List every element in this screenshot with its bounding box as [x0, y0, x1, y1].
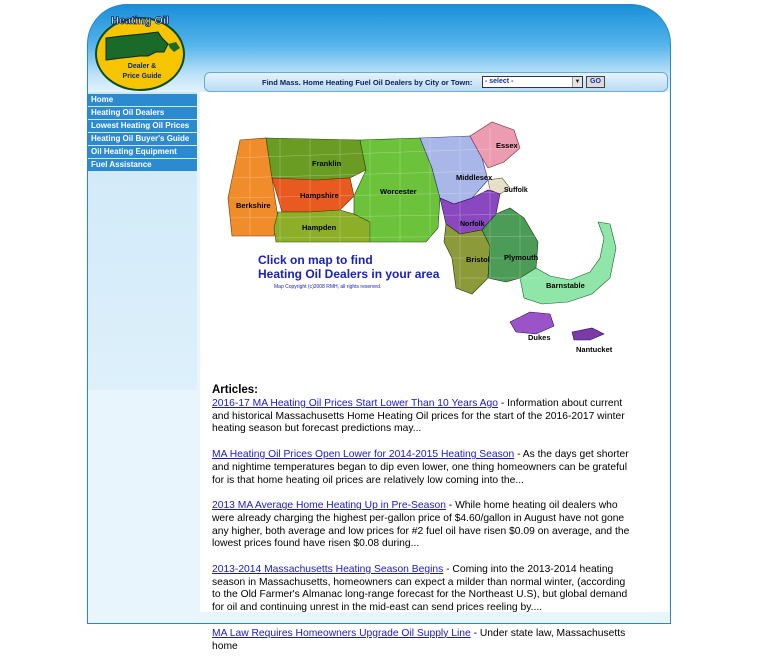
map-copyright: Map Copyright (c)2008 RMH, all rights reserved. — [274, 284, 382, 290]
sidebar-item-equipment[interactable]: Oil Heating Equipment — [88, 146, 197, 159]
svg-text:Price Guide: Price Guide — [122, 73, 162, 80]
label-bristol: Bristol — [466, 255, 490, 264]
sidebar-item-fuel-assistance[interactable]: Fuel Assistance — [88, 159, 197, 172]
go-button[interactable]: GO — [586, 76, 605, 88]
city-select-value: - select - — [485, 78, 514, 85]
label-plymouth: Plymouth — [504, 253, 539, 262]
svg-text:Dealer &: Dealer & — [127, 63, 157, 70]
sidebar-item-lowest-prices[interactable]: Lowest Heating Oil Prices — [88, 120, 197, 133]
label-hampden: Hampden — [302, 223, 337, 232]
map-cta-line1: Click on map to find — [258, 253, 373, 267]
label-middlesex: Middlesex — [456, 173, 493, 182]
sidebar-item-home[interactable]: Home — [88, 94, 197, 107]
massachusetts-county-map[interactable] — [220, 118, 640, 363]
article-link[interactable]: MA Heating Oil Prices Open Lower for 2014-2015 Heating Season — [212, 449, 515, 461]
map-cta-line2: Heating Oil Dealers in your area — [258, 267, 440, 281]
label-dukes: Dukes — [528, 333, 551, 342]
sidebar-item-heating-oil-dealers[interactable]: Heating Oil Dealers — [88, 107, 197, 120]
articles-section — [212, 384, 630, 666]
city-search-label: Find Mass. Home Heating Fuel Oil Dealers by City or Town: — [262, 78, 473, 87]
list-item — [212, 449, 630, 487]
list-item — [212, 500, 630, 551]
label-worcester: Worcester — [380, 187, 417, 196]
list-item — [212, 628, 630, 653]
article-summary: - As the days get shorter and nightime temperatures began to dip even lower, one thing homeowners can be grateful for is that home heating oil prices are relatively low coming into the... — [212, 449, 629, 486]
label-essex: Essex — [496, 141, 518, 150]
sidebar-item-buyers-guide[interactable]: Heating Oil Buyer's Guide — [88, 133, 197, 146]
list-item — [212, 564, 630, 615]
article-link[interactable]: 2013 MA Average Home Heating Up in Pre-Season — [212, 500, 446, 512]
chevron-down-icon: ▼ — [572, 77, 582, 87]
article-summary: - Coming into the 2013-2014 heating season in Massachusetts, homeowners can expect a milder than normal winter, (according to the Old Farmer's Almanac long-range forecast for the Northeast U.S), but global demand for oil and continuing unrest in the mid-east can send prices reeling by.... — [212, 564, 628, 614]
label-nantucket: Nantucket — [576, 345, 613, 354]
city-search-bar — [204, 72, 668, 92]
article-link[interactable]: MA Law Requires Homeowners Upgrade Oil Supply Line — [212, 627, 471, 639]
list-item — [212, 398, 630, 436]
label-suffolk: Suffolk — [504, 187, 528, 194]
article-link[interactable]: 2016-17 MA Heating Oil Prices Start Lower Than 10 Years Ago — [212, 398, 499, 409]
label-franklin: Franklin — [312, 159, 342, 168]
svg-text:Heating Oil: Heating Oil — [110, 15, 170, 27]
label-norfolk: Norfolk — [460, 221, 485, 228]
label-berkshire: Berkshire — [236, 201, 271, 210]
county-nantucket[interactable] — [572, 328, 604, 340]
article-summary: - While home heating oil dealers who were already charging the highest per-gallon price of $4.60/gallon in August have not gone any higher, both average and low prices for #2 fuel oil have risen $0.09 on average, and the lowest prices found have risen $0.08 during... — [212, 500, 630, 550]
articles-heading: Articles: — [212, 384, 259, 396]
city-select[interactable] — [482, 76, 583, 88]
label-barnstable: Barnstable — [546, 281, 585, 290]
article-summary: - Information about current and historical Massachusetts Home Heating Oil prices for the start of the 2016-2017 winter heating season but forecast predictions may... — [212, 398, 625, 435]
label-hampshire: Hampshire — [300, 191, 339, 200]
sidebar-nav — [88, 94, 197, 172]
county-dukes[interactable] — [510, 312, 554, 334]
site-logo[interactable] — [92, 8, 192, 92]
article-link[interactable]: 2013-2014 Massachusetts Heating Season Begins — [212, 564, 444, 576]
article-summary: - Under state law, Massachusetts home — [212, 627, 626, 652]
